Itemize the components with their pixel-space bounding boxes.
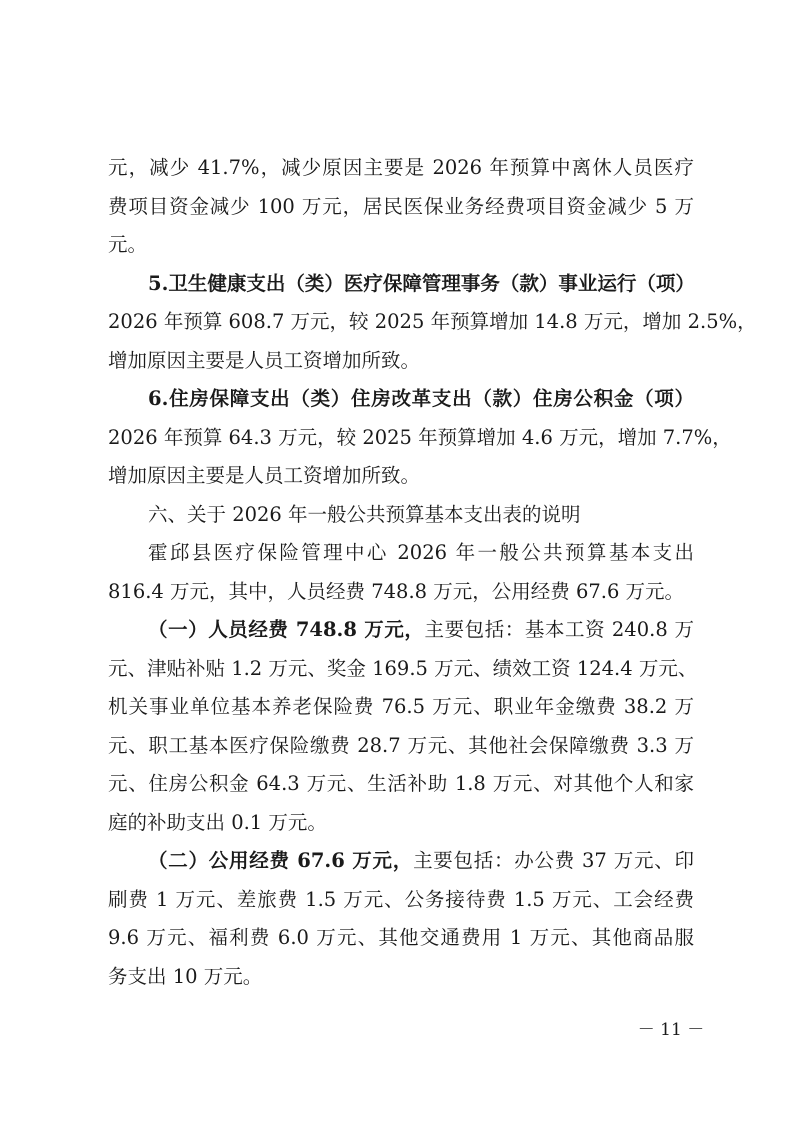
document-body <box>108 149 757 996</box>
page-number: － 11 － <box>637 1020 705 1040</box>
public-expense-intro: 主要包括：办公费 37 万元、印 <box>413 849 694 872</box>
text-line: 庭的补助支出 0.1 万元。 <box>108 810 327 834</box>
text-line: 费项目资金减少 100 万元，居民医保业务经费项目资金减少 5 万 <box>108 194 694 218</box>
public-expense-heading: （二）公用经费 67.6 万元， <box>148 849 414 872</box>
section-heading: 6.住房保障支出（类）住房改革支出（款）住房公积金（项） <box>148 387 694 410</box>
text-line: 2026 年预算 64.3 万元，较 2025 年预算增加 4.6 万元，增加 7.7%， <box>108 425 732 449</box>
text-line: 元，减少 41.7%，减少原因主要是 2026 年预算中离休人员医疗 <box>108 156 694 179</box>
personnel-expense-intro: 主要包括：基本工资 240.8 万 <box>424 618 694 641</box>
text-line: 霍邱县医疗保险管理中心 2026 年一般公共预算基本支出 <box>148 541 694 564</box>
text-line: 2026 年预算 608.7 万元，较 2025 年预算增加 14.8 万元，增加 2.5%， <box>108 310 757 333</box>
text-line: 元、津贴补贴 1.2 万元、奖金 169.5 万元、绩效工资 124.4 万元、 <box>108 656 698 680</box>
text-line: 816.4 万元，其中，人员经费 748.8 万元，公用经费 67.6 万元。 <box>108 579 685 603</box>
text-line: 9.6 万元、福利费 6.0 万元、其他交通费用 1 万元、其他商品服 <box>108 926 694 949</box>
personnel-expense-heading: （一）人员经费 748.8 万元， <box>148 618 425 641</box>
text-line: 元、职工基本医疗保险缴费 28.7 万元、其他社会保障缴费 3.3 万 <box>108 733 694 757</box>
text-line: 元、住房公积金 64.3 万元、生活补助 1.8 万元、对其他个人和家 <box>108 772 694 795</box>
text-line: 元。 <box>108 233 148 256</box>
section-heading: 5.卫生健康支出（类）医疗保障管理事务（款）事业运行（项） <box>148 271 695 295</box>
text-line: 刷费 1 万元、差旅费 1.5 万元、公务接待费 1.5 万元、工会经费 <box>108 887 694 911</box>
text-line: 增加原因主要是人员工资增加所致。 <box>108 464 421 487</box>
text-line: 务支出 10 万元。 <box>108 964 263 988</box>
text-line <box>108 842 694 881</box>
section-title: 六、关于 2026 年一般公共预算基本支出表的说明 <box>148 502 581 526</box>
text-line: 机关事业单位基本养老保险费 76.5 万元、职业年金缴费 38.2 万 <box>108 695 694 718</box>
text-line: 增加原因主要是人员工资增加所致。 <box>108 348 421 372</box>
text-line <box>108 611 694 650</box>
